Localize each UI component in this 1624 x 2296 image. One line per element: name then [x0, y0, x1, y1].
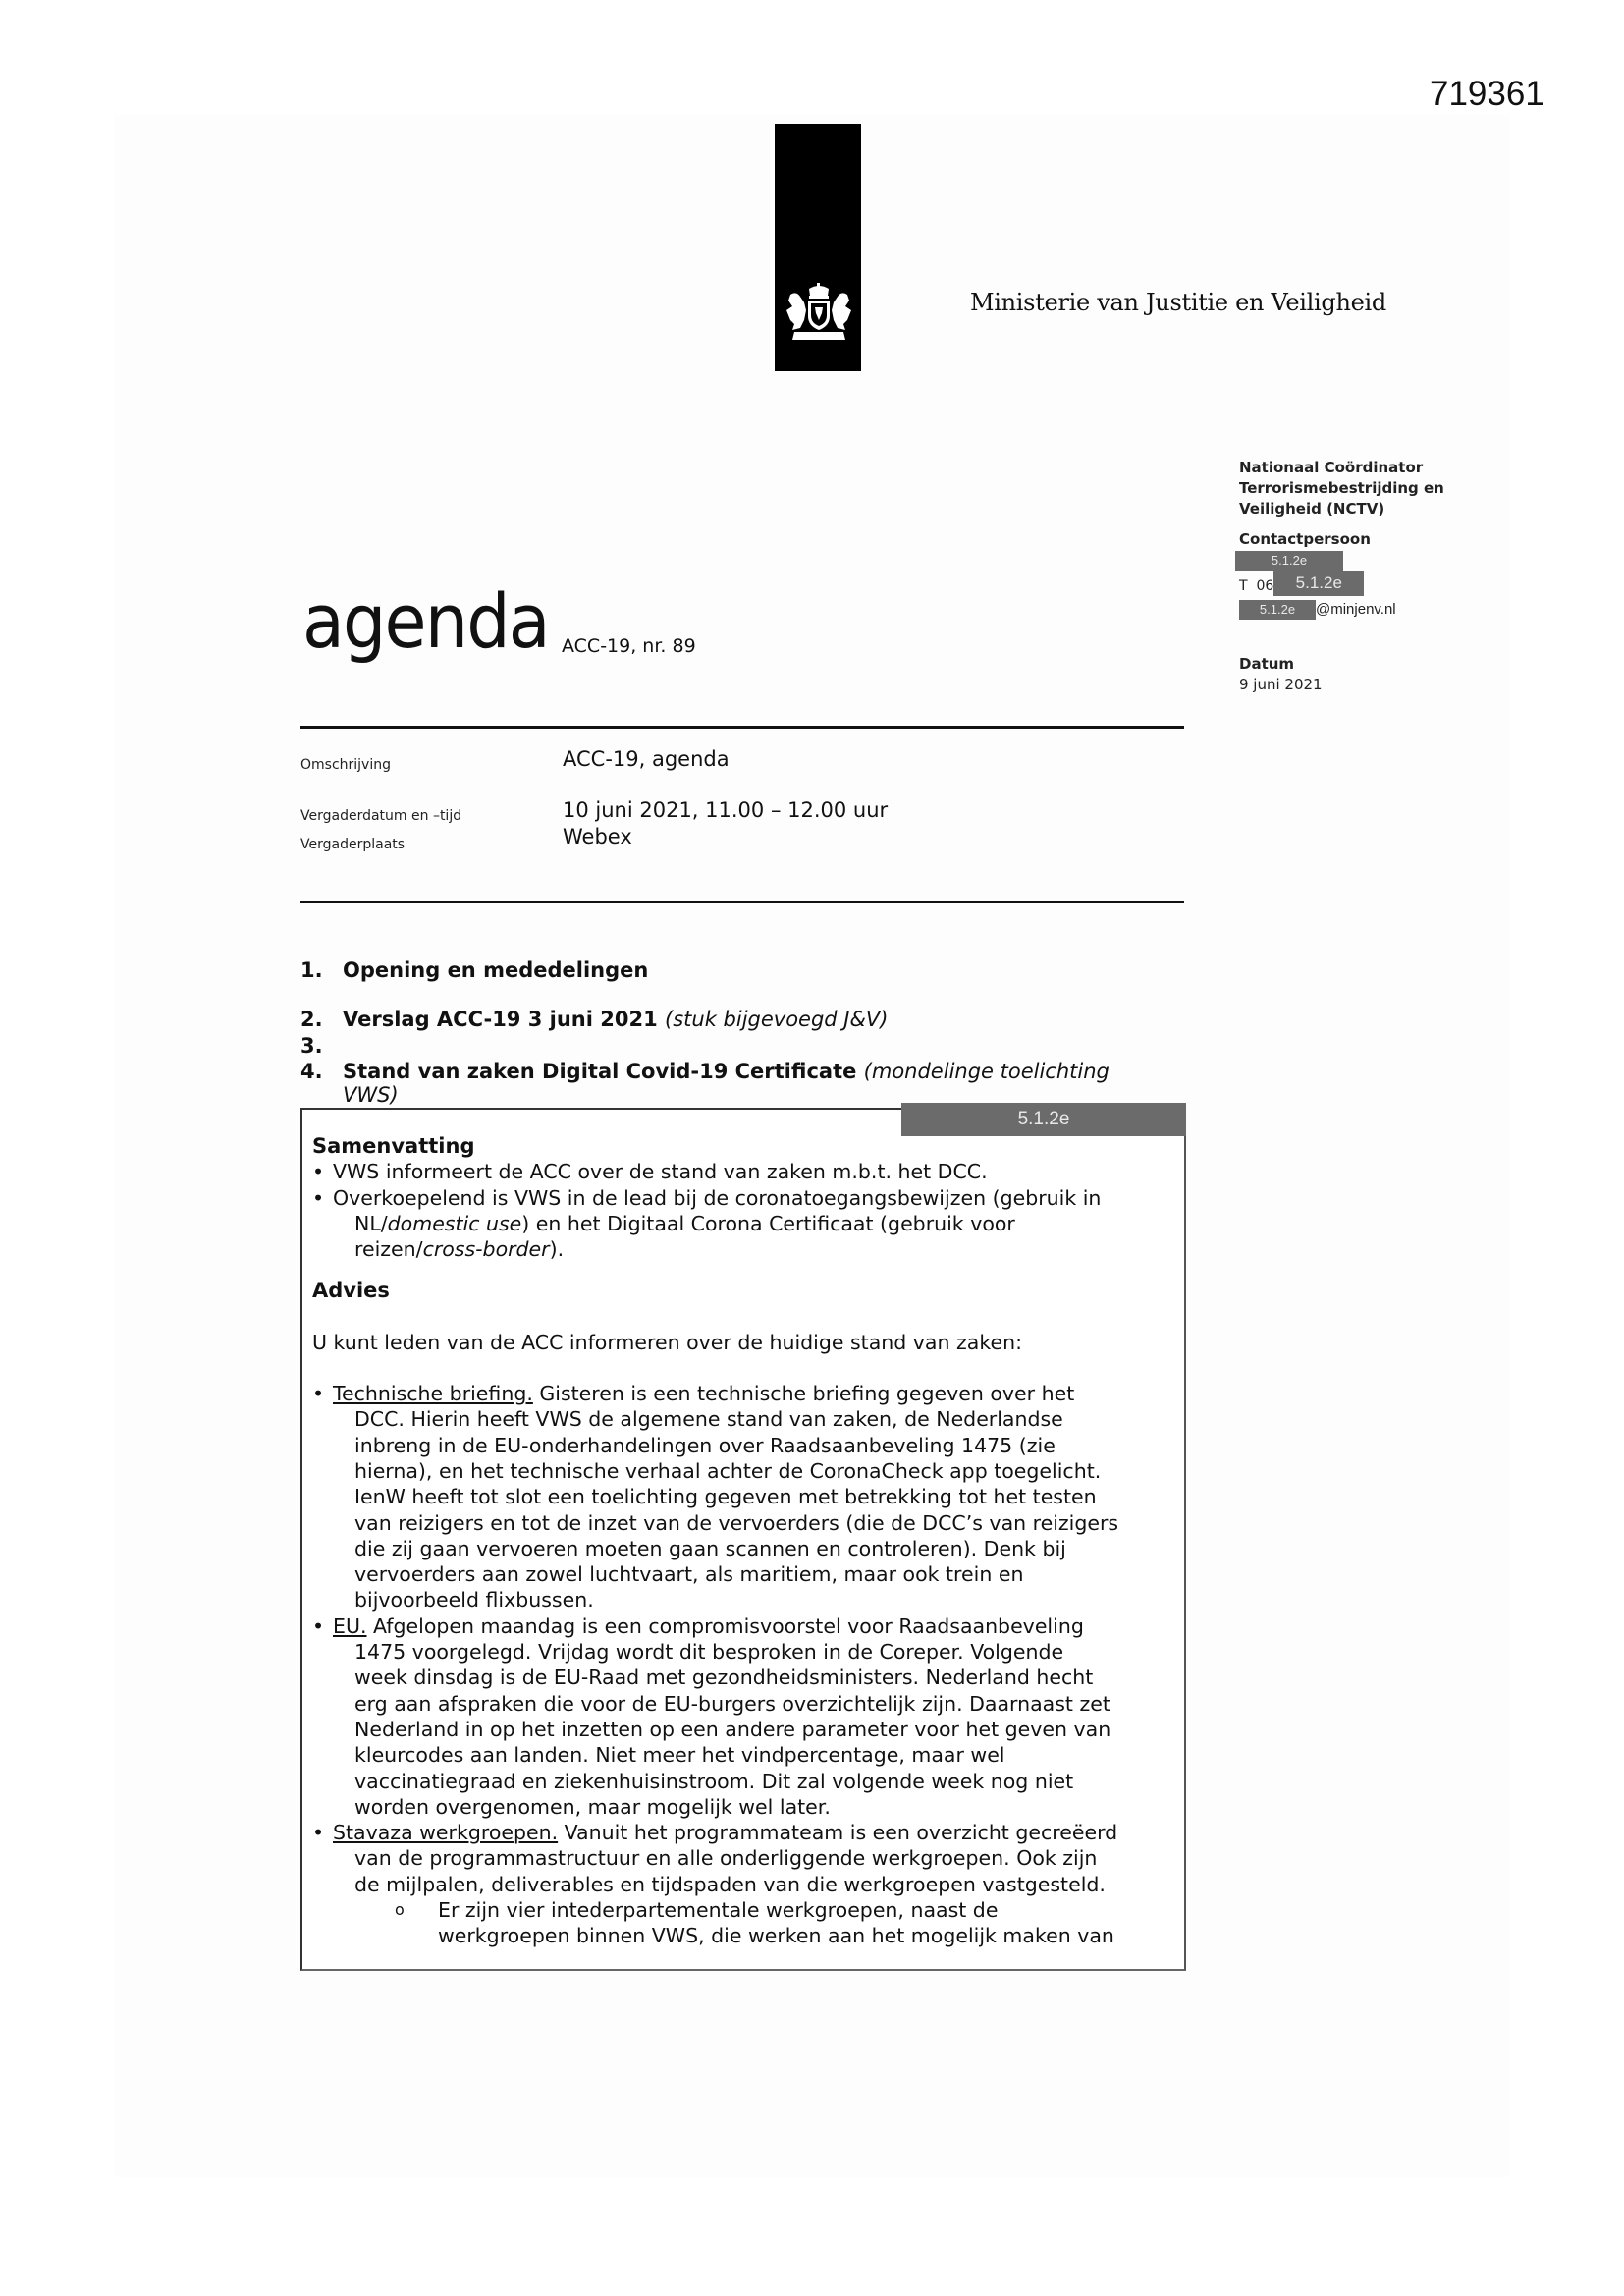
datetime-label: Vergaderdatum en –tijd [300, 808, 462, 824]
redacted-email-user: 5.1.2e [1239, 600, 1316, 620]
summary-box-content [312, 1133, 1176, 1949]
summary-bullet: • Overkoepelend is VWS in de lead bij de coronatoegangsbewijzen (gebruik in NL/domestic use) en het Digitaal Corona Certificaat (gebruik voor reizen/cross-border). [312, 1185, 1176, 1263]
date-value: 9 juni 2021 [1239, 676, 1323, 693]
ministry-name: Ministerie van Justitie en Veiligheid [970, 289, 1386, 316]
agenda-item: 4. Stand van zaken Digital Covid-19 Certificate (mondelinge toelichting [300, 1060, 1110, 1083]
agenda-item-title: Stand van zaken Digital Covid-19 Certificate [343, 1060, 857, 1083]
email-domain: @minjenv.nl [1316, 601, 1396, 618]
advice-item-working-groups: • Stavaza werkgroepen. Vanuit het programmateam is een overzicht gecreëerd van de programmastructuur en alle onderliggende werkgroepen. Ook zijn de mijlpalen, deliverables en tijdspaden van die werkgroepen vastgesteld. [312, 1820, 1176, 1897]
org-line: Terrorismebestrijding en [1239, 479, 1444, 497]
sub-bullet-item: o Er zijn vier intederpartementale werkgroepen, naast de werkgroepen binnen VWS, die werken aan het mogelijk maken van [395, 1898, 1114, 1948]
description-label: Omschrijving [300, 757, 391, 773]
coat-of-arms-icon [783, 281, 855, 346]
org-line: Veiligheid (NCTV) [1239, 500, 1385, 518]
agenda-item-title: Verslag ACC-19 3 juni 2021 [343, 1008, 658, 1031]
redacted-contact-name: 5.1.2e [1235, 551, 1343, 571]
sender-sidebar [1239, 458, 1494, 695]
advice-heading: Advies [312, 1279, 390, 1303]
agenda-item-note-continued: VWS) [343, 1083, 399, 1107]
redacted-phone: 5.1.2e [1273, 571, 1364, 596]
phone-prefix: T 06 [1239, 578, 1274, 594]
page-subtitle: ACC-19, nr. 89 [562, 635, 696, 657]
agenda-item: 2. Verslag ACC-19 3 juni 2021 (stuk bijgevoegd J&V) [300, 1008, 889, 1031]
description-value: ACC-19, agenda [563, 747, 730, 771]
agenda-item-note: (mondelinge toelichting [863, 1060, 1110, 1083]
date-label: Datum [1239, 655, 1295, 673]
location-label: Vergaderplaats [300, 837, 406, 852]
summary-heading: Samenvatting [312, 1134, 475, 1158]
agenda-item-title: Opening en mededelingen [343, 958, 649, 982]
circle-bullet-icon: o [395, 1900, 405, 1920]
advice-intro: U kunt leden van de ACC informeren over de huidige stand van zaken: [312, 1330, 1022, 1354]
agenda-item: 1. Opening en mededelingen [300, 958, 649, 982]
page-title: agenda [302, 577, 549, 665]
datetime-value: 10 juni 2021, 11.00 – 12.00 uur [563, 798, 889, 822]
divider-top [300, 726, 1184, 729]
org-line: Nationaal Coördinator [1239, 459, 1424, 476]
location-value: Webex [563, 825, 632, 848]
agenda-item: 3. [300, 1034, 323, 1058]
advice-item-technical-briefing: • Technische briefing. Gisteren is een technische briefing gegeven over het DCC. Hierin heeft VWS de algemene stand van zaken, de Nederlandse inbreng in de EU-onderhandelingen over Raadsaanbeveling 1475 (zie hierna), en het technische verhaal achter de CoronaCheck app toegelicht. IenW heeft tot slot een toelichting gegeven met betrekking tot het testen van reizigers en tot de inzet van de vervoerders (die de DCC’s van reizigers die zij gaan vervoeren moeten gaan scannen en controleren). Denk bij vervoerders aan zowel luchtvaart, als maritiem, maar ook trein en bijvoorbeeld flixbussen. [312, 1381, 1176, 1613]
agenda-item-note: (stuk bijgevoegd J&V) [665, 1008, 889, 1031]
redacted-block: 5.1.2e [901, 1103, 1186, 1136]
document-number: 719361 [1430, 75, 1544, 113]
advice-item-eu: • EU. Afgelopen maandag is een compromisvoorstel voor Raadsaanbeveling 1475 voorgelegd. Vrijdag wordt dit besproken in de Coreper. Volgende week dinsdag is de EU-Raad met gezondheidsministers. Nederland hecht erg aan afspraken die voor de EU-burgers overzichtelijk zijn. Daarnaast zet Nederland in op het inzetten op een andere parameter voor het geven van kleurcodes aan landen. Niet meer het vindpercentage, maar wel vaccinatiegraad en ziekenhuisinstroom. Dit zal volgende week nog niet worden overgenomen, maar mogelijk wel later. [312, 1613, 1176, 1820]
divider-bottom [300, 901, 1184, 903]
summary-bullet: • VWS informeert de ACC over de stand van zaken m.b.t. het DCC. [312, 1159, 1176, 1184]
contact-label: Contactpersoon [1239, 530, 1371, 548]
